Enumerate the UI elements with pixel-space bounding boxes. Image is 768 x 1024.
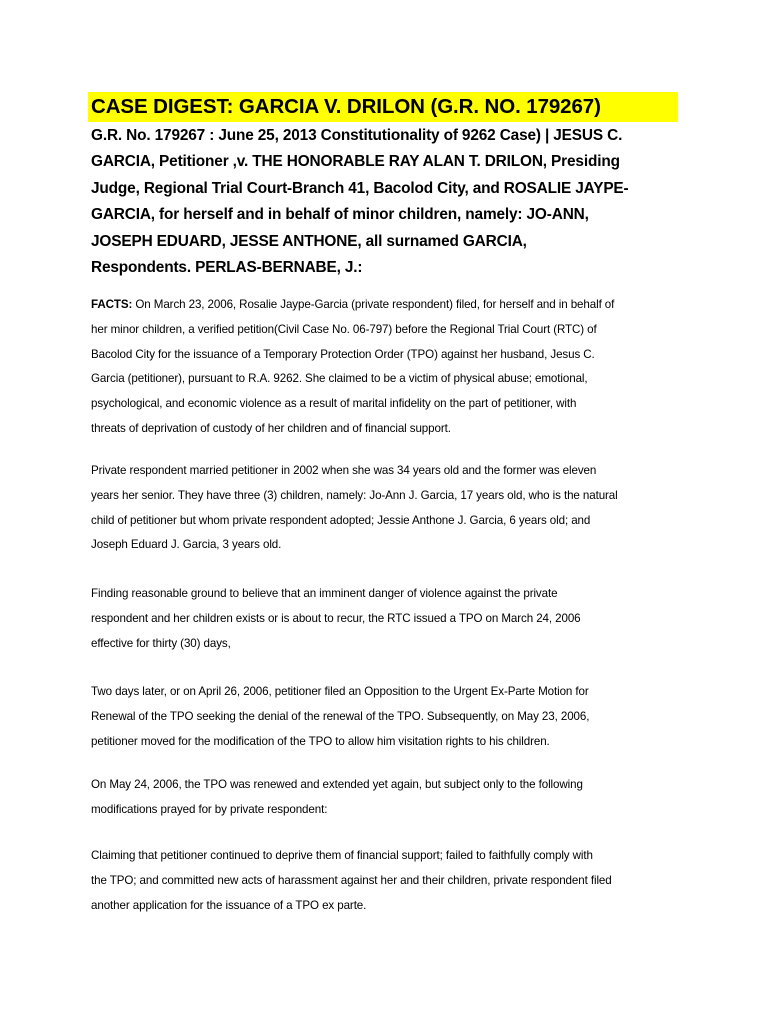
paragraph-line: Garcia (petitioner), pursuant to R.A. 9262. She claimed to be a victim of physical abuse; emotional, [91, 372, 588, 386]
case-caption-line: G.R. No. 179267 : June 25, 2013 Constitutionality of 9262 Case) | JESUS C. [91, 127, 623, 144]
case-caption-line: Judge, Regional Trial Court-Branch 41, Bacolod City, and ROSALIE JAYPE- [91, 179, 629, 197]
paragraph-line: child of petitioner but whom private respondent adopted; Jessie Anthone J. Garcia, 6 years old; and [91, 513, 591, 527]
paragraph-line: Bacolod City for the issuance of a Temporary Protection Order (TPO) against her husband, Jesus C. [91, 347, 595, 361]
paragraph-line: respondent and her children exists or is about to recur, the RTC issued a TPO on March 24, 2006 [91, 611, 581, 625]
paragraph-line: Two days later, or on April 26, 2006, petitioner filed an Opposition to the Urgent Ex-Parte Motion for [91, 685, 589, 698]
paragraph-line: Claiming that petitioner continued to deprive them of financial support; failed to faithfully comply with [91, 849, 593, 862]
paragraph-line: her minor children, a verified petition(Civil Case No. 06-797) before the Regional Trial Court (RTC) of [91, 322, 597, 336]
facts-paragraph [91, 293, 691, 442]
paragraph-line: the TPO; and committed new acts of harassment against her and their children, private respondent filed [91, 873, 612, 887]
claiming-paragraph [91, 844, 691, 918]
paragraph-text: On March 23, 2006, Rosalie Jaype-Garcia (private respondent) filed, for herself and in behalf of [132, 298, 615, 311]
paragraph-line: threats of deprivation of custody of her children and of financial support. [91, 421, 451, 435]
opposition-paragraph [91, 680, 691, 754]
paragraph-line: another application for the issuance of a TPO ex parte. [91, 898, 367, 912]
case-caption-line: Respondents. PERLAS-BERNABE, J.: [91, 259, 363, 277]
paragraph-line: years her senior. They have three (3) children, namely: Jo-Ann J. Garcia, 17 years old, who is the natural [91, 488, 618, 502]
paragraph-line: modifications prayed for by private respondent: [91, 802, 328, 816]
case-caption-line: JOSEPH EDUARD, JESSE ANTHONE, all surnamed GARCIA, [91, 232, 527, 250]
paragraph-line: Renewal of the TPO seeking the denial of the renewal of the TPO. Subsequently, on May 23, 2006, [91, 709, 590, 723]
case-caption-line: GARCIA, for herself and in behalf of minor children, namely: JO-ANN, [91, 206, 589, 224]
paragraph-line: effective for thirty (30) days, [91, 636, 231, 650]
paragraph-line: psychological, and economic violence as a result of marital infidelity on the part of petitioner, with [91, 397, 577, 411]
paragraph-line: Finding reasonable ground to believe that an imminent danger of violence against the private [91, 587, 558, 600]
document-title: CASE DIGEST: GARCIA V. DRILON (G.R. NO. 179267) [91, 95, 601, 118]
renewal-paragraph [91, 773, 691, 823]
paragraph-line: Private respondent married petitioner in 2002 when she was 34 years old and the former was eleven [91, 464, 597, 477]
case-caption [91, 123, 691, 281]
finding-paragraph [91, 582, 691, 656]
paragraph-line: On May 24, 2006, the TPO was renewed and extended yet again, but subject only to the following [91, 778, 583, 791]
paragraph-line: petitioner moved for the modification of the TPO to allow him visitation rights to his children. [91, 734, 550, 748]
marriage-paragraph [91, 459, 691, 558]
paragraph-line: Joseph Eduard J. Garcia, 3 years old. [91, 538, 282, 552]
paragraph-line [91, 293, 691, 318]
facts-label: FACTS: [91, 298, 133, 311]
case-caption-line: GARCIA, Petitioner ,v. THE HONORABLE RAY ALAN T. DRILON, Presiding [91, 153, 620, 171]
